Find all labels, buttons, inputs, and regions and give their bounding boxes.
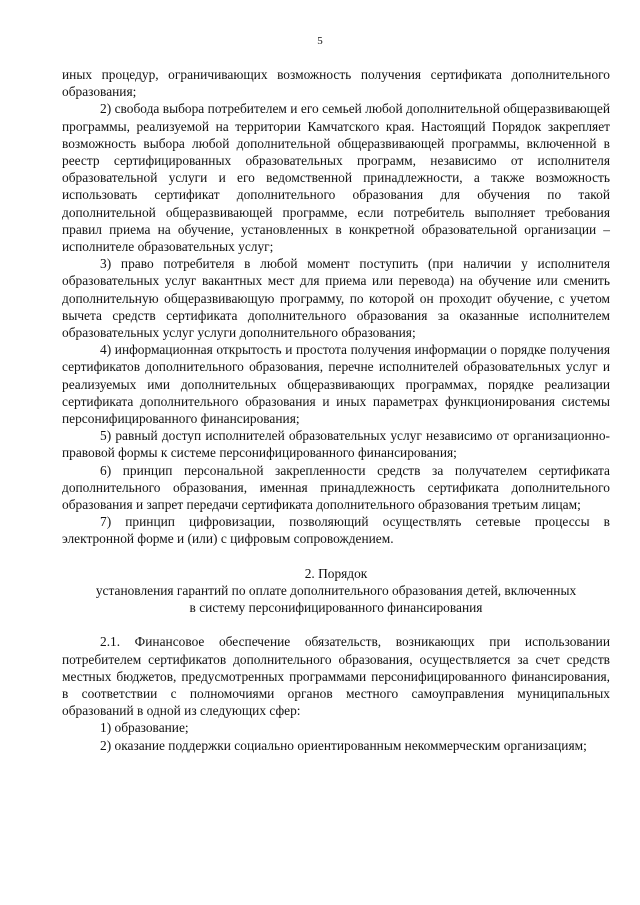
section-title-line: установления гарантий по оплате дополнительного образования детей, включенных	[95, 582, 577, 598]
paragraph-item-2: 2) свобода выбора потребителем и его семьей любой дополнительной общеразвивающей программы, реализуемой на территории Камчатского края. Настоящий Порядок закрепляет возможность выбора любой дополнительной общеразвивающей программы, включенной в реестр сертифицированных образовательных программ, независимо от исполнителя образовательной услуги и его ведомственной принадлежности, а также возможность использовать сертификат дополнительного образования для обучения по такой дополнительной общеразвивающей программе, если потребитель выполняет требования правил приема на обучение, установленных в конкретной образовательной организации – исполнителе образовательных услуг;	[62, 101, 610, 255]
paragraph-2-1: 2.1. Финансовое обеспечение обязательств, возникающих при использовании потребителем сертификатов дополнительного образования, осуществляется за счет средств местных бюджетов, предусмотренных программами персонифицированного финансирования, в соответствии с полномочиями органов местного самоуправления муниципальных образований в одной из следующих сфер:	[62, 634, 610, 719]
paragraph-item-7: 7) принцип цифровизации, позволяющий осуществлять сетевые процессы в электронной форме и (или) с цифровым сопровождением.	[62, 514, 610, 547]
list-item-education: 1) образование;	[100, 720, 189, 736]
spacer	[62, 548, 610, 565]
section-title-line: в систему персонифицированного финансирования	[189, 600, 483, 616]
paragraph-item-5: 5) равный доступ исполнителей образовательных услуг независимо от организационно-правовой формы к системе персонифицированного финансирования;	[62, 428, 610, 461]
spacer	[62, 616, 610, 633]
section-title-number: 2. Порядок	[304, 565, 368, 581]
paragraph-item-6: 6) принцип персональной закрепленности средств за получателем сертификата дополнительного образования, именная принадлежность сертификата дополнительного образования и запрет передачи сертификата дополнительного образования третьим лицам;	[62, 462, 610, 513]
document-body	[62, 66, 610, 754]
page-number: 5	[317, 35, 323, 47]
paragraph-item-3: 3) право потребителя в любой момент поступить (при наличии у исполнителя образовательных услуг вакантных мест для приема или перевода) на обучение или сменить дополнительную общеразвивающую программу, по которой он проходит обучение, с учетом вычета средств сертификата дополнительного образования за оказанные исполнителем образовательных услуг услуги дополнительного образования;	[62, 256, 610, 341]
paragraph-item-4: 4) информационная открытость и простота получения информации о порядке получения сертификатов дополнительного образования, перечне исполнителей образовательных услуг и реализуемых ими дополнительных общеразвивающих программах, порядке реализации сертификата дополнительного образования и иных параметрах функционирования системы персонифицированного финансирования;	[62, 342, 610, 427]
list-item-support-nko: 2) оказание поддержки социально ориентированным некоммерческим организациям;	[100, 737, 587, 753]
paragraph-continuation: иных процедур, ограничивающих возможность получения сертификата дополнительного образования;	[62, 67, 610, 100]
section-heading	[62, 565, 610, 617]
